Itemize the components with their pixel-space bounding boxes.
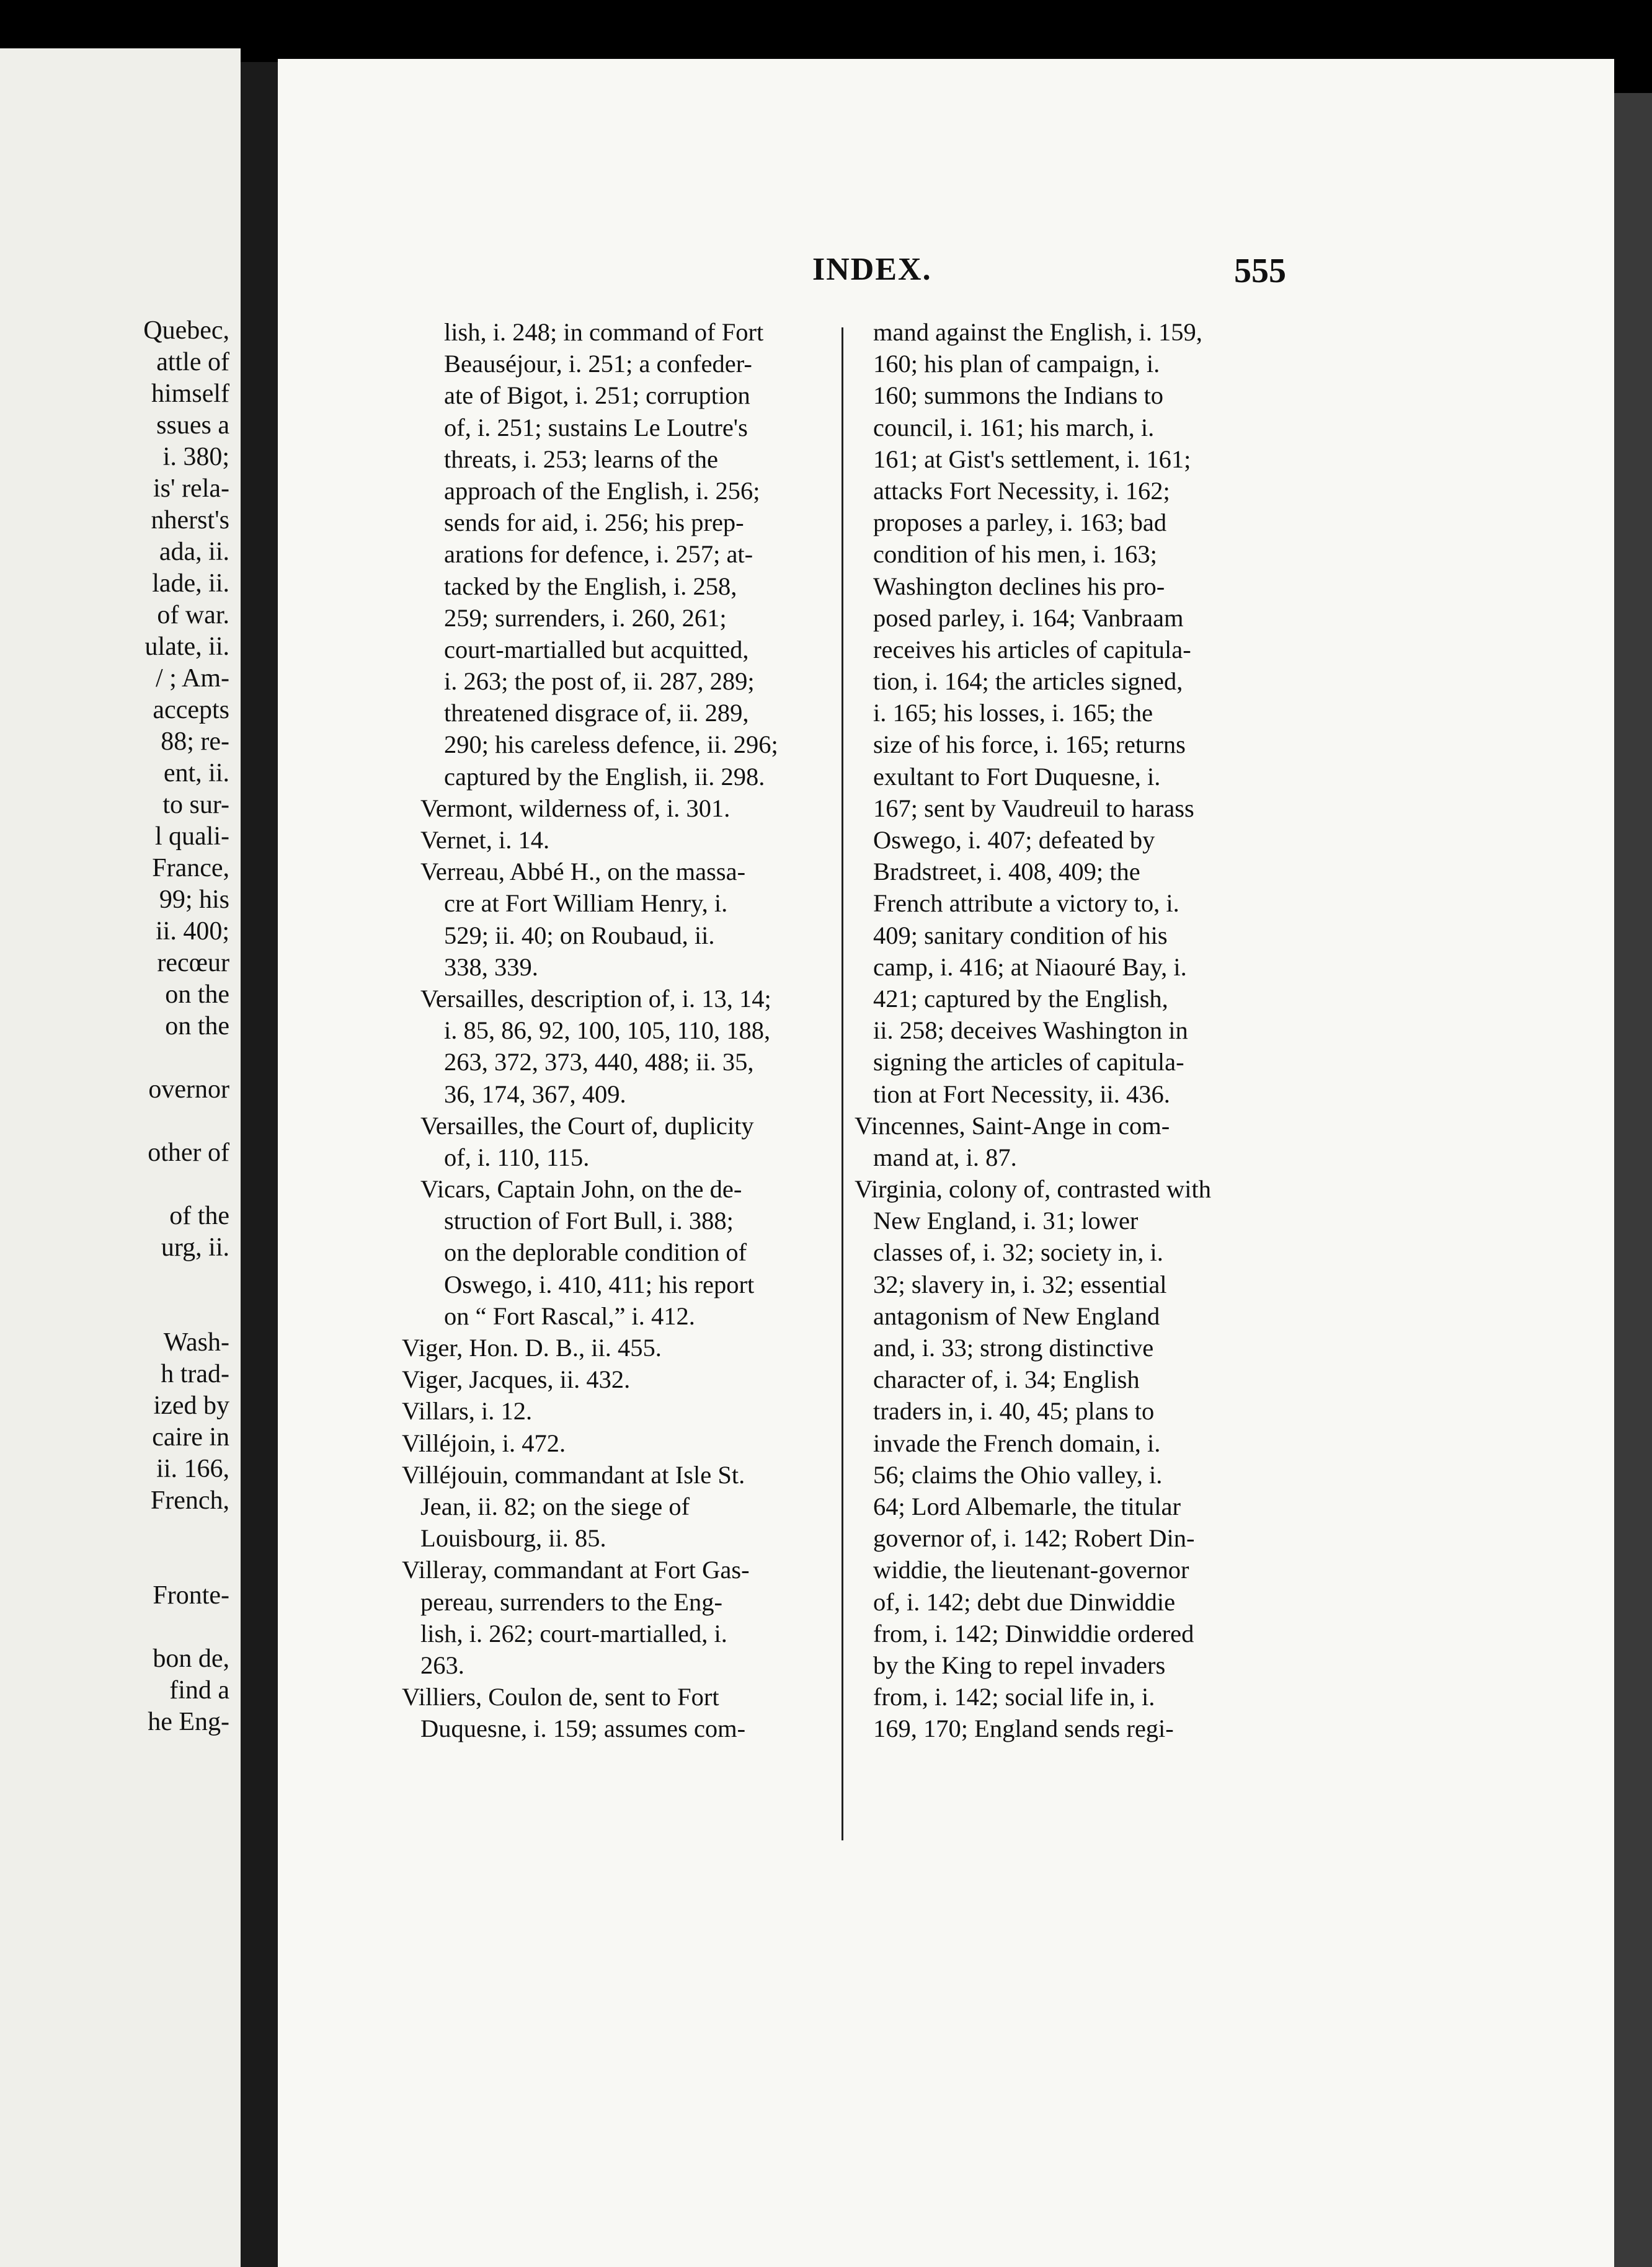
facing-page	[0, 48, 241, 2267]
facing-page-line: he Eng-	[148, 1708, 229, 1736]
index-line: 263.	[420, 1651, 464, 1679]
index-line: 338, 339.	[444, 952, 538, 981]
facing-page-line: urg, ii.	[161, 1233, 229, 1262]
index-line: proposes a parley, i. 163; bad	[873, 508, 1167, 537]
facing-page-line: on the	[165, 980, 229, 1009]
index-column-left	[402, 316, 858, 1744]
index-line: struction of Fort Bull, i. 388;	[444, 1207, 734, 1235]
index-line: of, i. 251; sustains Le Loutre's	[444, 413, 748, 441]
index-line: Villars, i. 12.	[402, 1397, 533, 1426]
index-line: Viger, Jacques, ii. 432.	[402, 1365, 631, 1394]
facing-page-line: of the	[169, 1202, 229, 1230]
index-line: Versailles, description of, i. 13, 14;	[420, 984, 771, 1013]
facing-page-line: France,	[152, 854, 229, 882]
index-line: 421; captured by the English,	[873, 984, 1168, 1013]
index-line: 160; his plan of campaign, i.	[873, 350, 1160, 378]
index-line: from, i. 142; social life in, i.	[873, 1683, 1155, 1711]
index-line: character of, i. 34; English	[873, 1365, 1140, 1394]
index-line: Beauséjour, i. 251; a confeder-	[444, 350, 752, 378]
index-line: Washington declines his pro-	[873, 572, 1165, 600]
index-line: size of his force, i. 165; returns	[873, 730, 1186, 759]
index-line: Versailles, the Court of, duplicity	[420, 1111, 754, 1140]
index-line: Villéjoin, i. 472.	[402, 1429, 566, 1457]
facing-page-line: h trad-	[161, 1360, 229, 1388]
facing-page-line: ulate, ii.	[144, 632, 229, 661]
index-line: tacked by the English, i. 258,	[444, 572, 737, 600]
facing-page-line	[0, 1295, 241, 1327]
index-line: of, i. 142; debt due Dinwiddie	[873, 1587, 1176, 1616]
facing-page-line: accepts	[153, 696, 229, 724]
facing-page-line	[0, 1517, 241, 1548]
facing-page-line: to sur-	[162, 791, 229, 819]
facing-page-line: ada, ii.	[159, 538, 229, 566]
index-line: Duquesne, i. 159; assumes com-	[420, 1715, 746, 1743]
index-line: 36, 174, 367, 409.	[444, 1080, 626, 1108]
index-line: posed parley, i. 164; Vanbraam	[873, 603, 1184, 632]
index-line: antagonism of New England	[873, 1302, 1160, 1330]
facing-page-line: ized by	[153, 1391, 229, 1420]
index-line: 161; at Gist's settlement, i. 161;	[873, 445, 1191, 473]
index-line: Virginia, colony of, contrasted with	[855, 1175, 1211, 1204]
index-line: attacks Fort Necessity, i. 162;	[873, 476, 1170, 505]
index-line: Viger, Hon. D. B., ii. 455.	[402, 1334, 662, 1362]
facing-page-line	[0, 1264, 241, 1295]
index-line: council, i. 161; his march, i.	[873, 413, 1155, 441]
facing-page-line: is' rela-	[153, 474, 229, 503]
index-line: and, i. 33; strong distinctive	[873, 1334, 1154, 1362]
index-line: 56; claims the Ohio valley, i.	[873, 1460, 1163, 1489]
index-line: approach of the English, i. 256;	[444, 476, 760, 505]
index-line: from, i. 142; Dinwiddie ordered	[873, 1619, 1194, 1648]
index-line: widdie, the lieutenant-governor	[873, 1556, 1189, 1584]
facing-page-line: Quebec,	[143, 316, 229, 345]
facing-page-line: overnor	[148, 1075, 229, 1104]
page-number: 555	[1234, 252, 1286, 290]
index-line: condition of his men, i. 163;	[873, 540, 1157, 569]
index-line: Villiers, Coulon de, sent to Fort	[402, 1683, 719, 1711]
index-line: tion, i. 164; the articles signed,	[873, 667, 1183, 696]
index-line: 32; slavery in, i. 32; essential	[873, 1270, 1167, 1298]
facing-page-line: 99; his	[159, 885, 229, 914]
index-line: 64; Lord Albemarle, the titular	[873, 1492, 1181, 1520]
facing-page-line: i. 380;	[162, 443, 229, 471]
index-line: threatened disgrace of, ii. 289,	[444, 699, 749, 727]
index-column-right	[855, 316, 1282, 1744]
facing-page-line: Wash-	[163, 1328, 229, 1357]
index-line: 169, 170; England sends regi-	[873, 1715, 1174, 1743]
index-line: i. 165; his losses, i. 165; the	[873, 699, 1153, 727]
index-line: i. 85, 86, 92, 100, 105, 110, 188,	[444, 1016, 771, 1045]
index-line: Verreau, Abbé H., on the massa-	[420, 858, 746, 886]
index-line: invade the French domain, i.	[873, 1429, 1161, 1457]
index-line: receives his articles of capitula-	[873, 635, 1191, 663]
index-line: Louisbourg, ii. 85.	[420, 1524, 606, 1553]
index-line: mand against the English, i. 159,	[873, 318, 1202, 346]
index-line: arations for defence, i. 257; at-	[444, 540, 753, 569]
index-line: Villeray, commandant at Fort Gas-	[402, 1556, 750, 1584]
facing-page-line: ii. 166,	[156, 1455, 229, 1483]
index-line: captured by the English, ii. 298.	[444, 762, 765, 791]
index-line: Bradstreet, i. 408, 409; the	[873, 858, 1140, 886]
index-line: on “ Fort Rascal,” i. 412.	[444, 1302, 695, 1330]
index-line: by the King to repel invaders	[873, 1651, 1166, 1679]
column-rule	[842, 327, 843, 1840]
facing-page-line	[0, 1548, 241, 1580]
index-line: Vermont, wilderness of, i. 301.	[420, 794, 731, 822]
facing-page-line: Fronte-	[153, 1581, 229, 1610]
facing-page-line	[0, 1042, 241, 1074]
facing-page-line: of war.	[157, 601, 229, 629]
index-line: on the deplorable condition of	[444, 1238, 747, 1267]
index-line: 290; his careless defence, ii. 296;	[444, 730, 778, 759]
index-line: lish, i. 262; court-martialled, i.	[420, 1619, 727, 1648]
facing-page-line: caire in	[152, 1423, 229, 1452]
index-line: New England, i. 31; lower	[873, 1207, 1139, 1235]
index-line: signing the articles of capitula-	[873, 1048, 1184, 1076]
index-line: 259; surrenders, i. 260, 261;	[444, 603, 727, 632]
index-line: Vicars, Captain John, on the de-	[420, 1175, 742, 1204]
index-line: classes of, i. 32; society in, i.	[873, 1238, 1163, 1267]
index-line: court-martialled but acquitted,	[444, 635, 749, 663]
index-line: mand at, i. 87.	[873, 1143, 1017, 1171]
index-line: Oswego, i. 410, 411; his report	[444, 1270, 755, 1298]
index-line: Jean, ii. 82; on the siege of	[420, 1492, 690, 1520]
index-line: ii. 258; deceives Washington in	[873, 1016, 1188, 1045]
facing-page-line: nherst's	[151, 506, 229, 535]
facing-page-line: attle of	[156, 348, 229, 376]
index-line: French attribute a victory to, i.	[873, 889, 1179, 918]
index-line: camp, i. 416; at Niaouré Bay, i.	[873, 952, 1187, 981]
index-line: 529; ii. 40; on Roubaud, ii.	[444, 921, 715, 949]
running-head: INDEX.	[812, 252, 932, 287]
facing-page-line: French,	[150, 1486, 229, 1515]
index-line: Vernet, i. 14.	[420, 826, 550, 854]
index-line: sends for aid, i. 256; his prep-	[444, 508, 744, 537]
index-line: tion at Fort Necessity, ii. 436.	[873, 1080, 1170, 1108]
index-line: 167; sent by Vaudreuil to harass	[873, 794, 1194, 822]
index-line: cre at Fort William Henry, i.	[444, 889, 728, 918]
index-line: 263, 372, 373, 440, 488; ii. 35,	[444, 1048, 754, 1076]
index-line: Vincennes, Saint-Ange in com-	[855, 1111, 1170, 1140]
index-line: of, i. 110, 115.	[444, 1143, 590, 1171]
facing-page-line: lade, ii.	[152, 569, 229, 598]
index-line: Villéjouin, commandant at Isle St.	[402, 1460, 745, 1489]
index-line: ate of Bigot, i. 251; corruption	[444, 381, 750, 410]
facing-page-line: 88; re-	[161, 727, 229, 756]
facing-page-line: recœur	[157, 949, 229, 977]
facing-page-line	[0, 1106, 241, 1137]
facing-page-text	[0, 315, 241, 1738]
index-line: lish, i. 248; in command of Fort	[444, 318, 764, 346]
facing-page-line: ent, ii.	[163, 759, 229, 787]
facing-page-line: ii. 400;	[155, 917, 229, 946]
index-line: pereau, surrenders to the Eng-	[420, 1587, 722, 1616]
facing-page-line: himself	[151, 379, 229, 408]
index-line: threats, i. 253; learns of the	[444, 445, 718, 473]
index-line: 160; summons the Indians to	[873, 381, 1163, 410]
facing-page-line: / ; Am-	[155, 664, 229, 693]
page-edge-shadow	[1614, 93, 1652, 2267]
facing-page-line: ssues a	[156, 411, 229, 440]
book-gutter	[241, 62, 278, 2267]
index-line: i. 263; the post of, ii. 287, 289;	[444, 667, 755, 696]
facing-page-line	[0, 1169, 241, 1200]
index-line: 409; sanitary condition of his	[873, 921, 1168, 949]
facing-page-line: l quali-	[154, 822, 229, 851]
facing-page-line	[0, 1612, 241, 1643]
facing-page-line: find a	[169, 1676, 229, 1705]
facing-page-line: on the	[165, 1012, 229, 1040]
index-line: exultant to Fort Duquesne, i.	[873, 762, 1161, 791]
index-line: traders in, i. 40, 45; plans to	[873, 1397, 1155, 1426]
facing-page-line: other of	[148, 1138, 229, 1167]
index-line: governor of, i. 142; Robert Din-	[873, 1524, 1195, 1553]
index-line: Oswego, i. 407; defeated by	[873, 826, 1155, 854]
facing-page-line: bon de,	[153, 1644, 229, 1673]
